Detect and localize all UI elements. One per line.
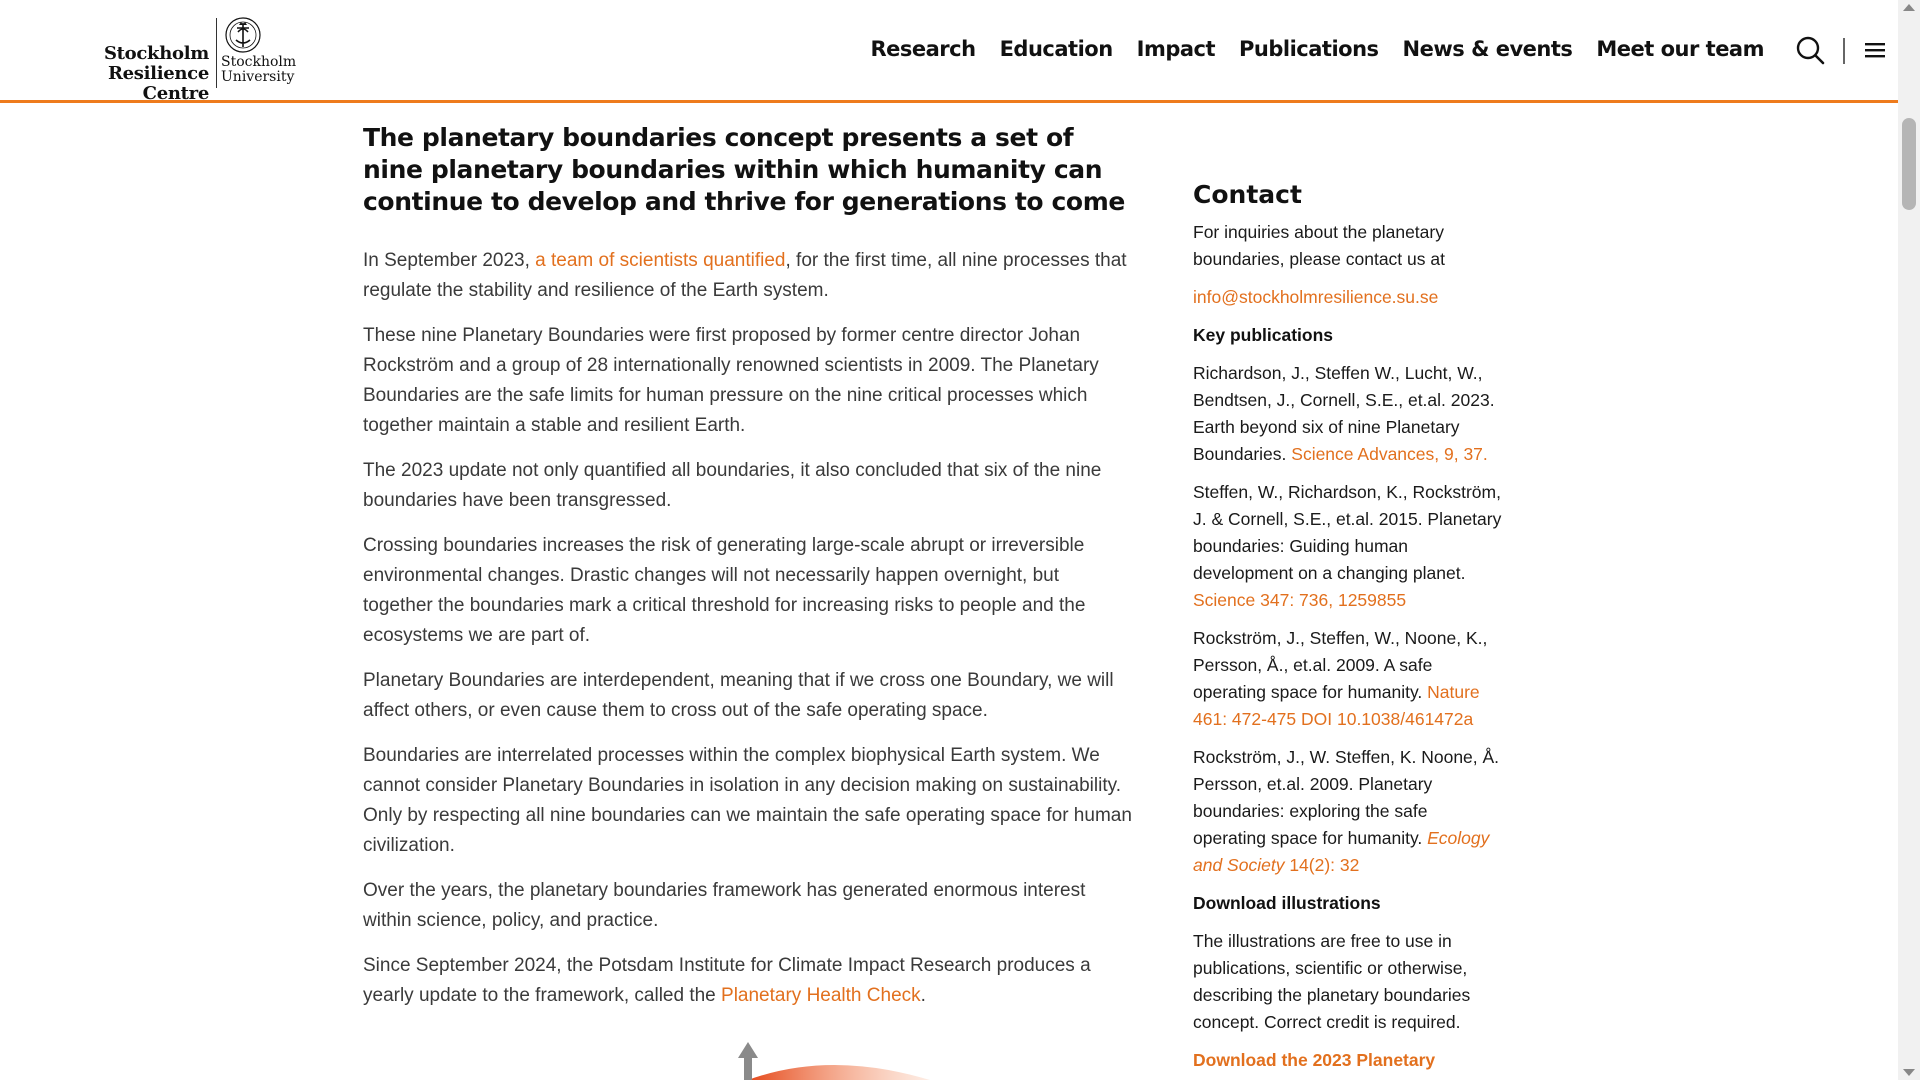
nav-meet-our-team[interactable]: Meet our team [1596, 37, 1764, 61]
nav-research[interactable]: Research [870, 37, 976, 61]
download-text: The illustrations are free to use in publications, scientific or otherwise, describing the planetary boundaries concept. Correct credit is required. [1193, 931, 1471, 1032]
nav-publications[interactable]: Publications [1239, 37, 1379, 61]
scroll-down-arrow-icon[interactable] [1903, 1069, 1915, 1076]
logo-university-name: Stockholm University [221, 54, 297, 85]
hamburger-menu-icon[interactable] [1864, 40, 1886, 60]
main-content [363, 122, 1133, 1026]
planetary-health-check-link[interactable]: Planetary Health Check [721, 985, 921, 1006]
team-of-scientists-link[interactable]: a team of scientists quantified [535, 250, 786, 271]
main-nav [846, 37, 1764, 61]
publication-link[interactable]: Ecology and Society 14(2): 32 [1193, 828, 1490, 875]
nav-education[interactable]: Education [999, 37, 1113, 61]
publication-item: Richardson, J., Steffen W., Lucht, W., Bendtsen, J., Cornell, S.E., et.al. 2023. Earth beyond six of nine Planetary Boundaries. Science Advances, 9, 37. [1193, 363, 1495, 464]
paragraph-4: Crossing boundaries increases the risk of generating large-scale abrupt or irreversible environmental changes. Drastic changes will not necessarily happen overnight, but together the boundaries mark a critical threshold for increasing risks to people and the ecosystems we are part of. [363, 535, 1086, 646]
publication-link[interactable]: Science Advances, 9, 37. [1291, 444, 1488, 464]
download-link-paragraph [1193, 1047, 1503, 1074]
page-scrollbar[interactable] [1898, 0, 1920, 1080]
lead-heading: The planetary boundaries concept presents a set of nine planetary boundaries within which humanity can continue to develop and thrive for generations to come [363, 123, 1125, 216]
contact-heading: Contact [1193, 180, 1302, 209]
search-icon[interactable] [1795, 35, 1825, 65]
paragraph-3: The 2023 update not only quantified all boundaries, it also concluded that six of the nine boundaries have been transgressed. [363, 460, 1102, 511]
nav-impact[interactable]: Impact [1136, 37, 1216, 61]
paragraph-8: Since September 2024, the Potsdam Institute for Climate Impact Research produces a yearly update to the framework, called the Planetary Health Check. [363, 955, 1091, 1006]
paragraph-2: These nine Planetary Boundaries were first proposed by former centre director Johan Rockström and a group of 28 internationally renowned scientists in 2009. The Planetary Boundaries are the safe limits for human pressure on the nine critical processes which together maintain a stable and resilient Earth. [363, 325, 1099, 436]
planetary-boundaries-illustration [710, 1032, 930, 1080]
key-publications-heading: Key publications [1193, 325, 1334, 345]
scroll-up-arrow-icon[interactable] [1903, 4, 1915, 11]
download-illustration-link[interactable]: Download the 2023 Planetary [1193, 1050, 1436, 1070]
sidebar [1193, 180, 1503, 1085]
paragraph-6: Boundaries are interrelated processes within the complex biophysical Earth system. We cannot consider Planetary Boundaries in isolation in any decision making on sustainability. Only by respecting all nine boundaries can we maintain the safe operating space for human civilization. [363, 745, 1132, 856]
contact-email-paragraph [1193, 284, 1503, 311]
site-header [0, 0, 1898, 103]
publication-item: Rockström, J., Steffen, W., Noone, K., Persson, Å., et.al. 2009. A safe operating space for humanity. Nature 461: 472-475 DOI 10.1038/461472a [1193, 628, 1488, 729]
publication-link[interactable]: Nature 461: 472-475 DOI 10.1038/461472a [1193, 682, 1480, 729]
download-illustrations-heading: Download illustrations [1193, 893, 1381, 913]
header-separator [1843, 38, 1845, 64]
contact-text: For inquiries about the planetary boundaries, please contact us at [1193, 222, 1445, 269]
nav-news-events[interactable]: News & events [1402, 37, 1573, 61]
publication-item: Rockström, J., W. Steffen, K. Noone, Å. Persson, et.al. 2009. Planetary boundaries: exploring the safe operating space for humanity. Ecology and Society 14(2): 32 [1193, 747, 1500, 875]
contact-email-link[interactable]: info@stockholmresilience.su.se [1193, 287, 1439, 307]
university-seal-icon [219, 16, 267, 56]
paragraph-1: In September 2023, a team of scientists quantified, for the first time, all nine processes that regulate the stability and resilience of the Earth system. [363, 250, 1127, 301]
logo-src-name: Stockholm Resilience Centre [103, 43, 209, 104]
publication-link[interactable]: Science 347: 736, 1259855 [1193, 590, 1407, 610]
logo-divider [216, 18, 217, 88]
publication-item: Steffen, W., Richardson, K., Rockström, J. & Cornell, S.E., et.al. 2015. Planetary boundaries: Guiding human development on a changing planet. Science 347: 736, 1259855 [1193, 482, 1502, 610]
paragraph-7: Over the years, the planetary boundaries framework has generated enormous interest within science, policy, and practice. [363, 880, 1086, 931]
scrollbar-thumb[interactable] [1902, 118, 1916, 210]
paragraph-5: Planetary Boundaries are interdependent, meaning that if we cross one Boundary, we will affect others, or even cause them to cross out of the safe operating space. [363, 670, 1114, 721]
